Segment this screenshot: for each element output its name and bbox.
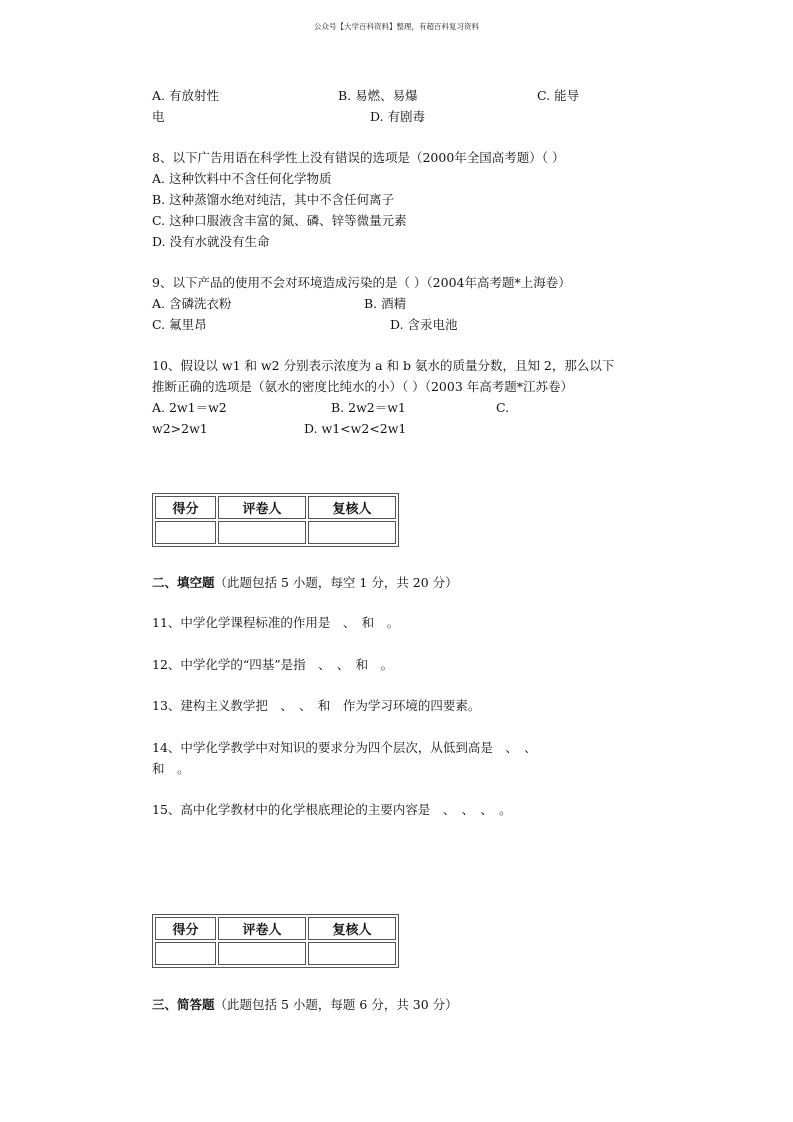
q14-line2: 和 。: [152, 761, 190, 776]
q10-option-d: D. w1<w2<2w1: [304, 421, 407, 436]
q14-line1: 14、中学化学教学中对知识的要求分为四个层次，从低到高是 、 、: [152, 740, 537, 755]
reviewer-cell[interactable]: [308, 521, 396, 544]
q9-option-a: A. 含磷洗衣粉: [152, 296, 232, 311]
grader-header: 评卷人: [218, 917, 306, 940]
q9-option-b: B. 酒精: [364, 296, 407, 311]
q10-stem-line2: 推断正确的选项是（氨水的密度比纯水的小）（ ）（2003 年高考题*江苏卷）: [152, 379, 574, 394]
q8-option-b: B. 这种蒸馏水绝对纯洁，其中不含任何离子: [152, 192, 395, 207]
q10-option-c: C.: [496, 400, 510, 415]
q10-stem-line1: 10、假设以 w1 和 w2 分别表示浓度为 a 和 b 氨水的质量分数，且知 2，那么以下: [152, 358, 615, 373]
q15: 15、高中化学教材中的化学根底理论的主要内容是 、 、 、 。: [152, 802, 512, 817]
section3-note: （此题包括 5 小题，每题 6 分，共 30 分）: [214, 997, 458, 1012]
q8-option-d: D. 没有水就没有生命: [152, 234, 270, 249]
q7-option-c-continued: 电: [152, 109, 165, 124]
section2-title: 二、填空题: [152, 575, 215, 590]
score-header: 得分: [155, 496, 216, 519]
score-cell[interactable]: [155, 521, 216, 544]
score-table-1: [152, 493, 399, 547]
q8-stem: 8、以下广告用语在科学性上没有错误的选项是（2000年全国高考题）（ ）: [152, 150, 565, 165]
q9-option-d: D. 含汞电池: [390, 317, 458, 332]
q13: 13、建构主义教学把 、 、 和 作为学习环境的四要素。: [152, 698, 481, 713]
q9-option-c: C. 氟里昂: [152, 317, 207, 332]
q10-option-b: B. 2w2＝w1: [331, 400, 406, 415]
section2-note: （此题包括 5 小题，每空 1 分，共 20 分）: [214, 575, 458, 590]
reviewer-cell[interactable]: [308, 942, 396, 965]
section2-heading: [152, 575, 458, 591]
q7-option-c: C. 能导: [537, 88, 580, 103]
page-header: 公众号【大学百科资料】整理，有超百科复习资料: [314, 22, 479, 31]
q7-option-d: D. 有剧毒: [370, 109, 426, 124]
score-table-2: [152, 914, 399, 968]
grader-header: 评卷人: [218, 496, 306, 519]
q8-option-c: C. 这种口服液含丰富的氮、磷、锌等微量元素: [152, 213, 407, 228]
q8-option-a: A. 这种饮料中不含任何化学物质: [152, 171, 332, 186]
grader-cell[interactable]: [218, 942, 306, 965]
section3-heading: [152, 997, 458, 1013]
q7-option-b: B. 易燃、易爆: [338, 88, 418, 103]
grader-cell[interactable]: [218, 521, 306, 544]
q7-option-a: A. 有放射性: [152, 88, 219, 103]
q10-option-a: A. 2w1＝w2: [152, 400, 227, 415]
q12: 12、中学化学的“四基”是指 、 、 和 。: [152, 657, 394, 672]
q9-stem: 9、以下产品的使用不会对环境造成污染的是（ ）（2004年高考题*上海卷）: [152, 275, 571, 290]
score-cell[interactable]: [155, 942, 216, 965]
q10-option-c-continued: w2>2w1: [152, 421, 208, 436]
section3-title: 三、简答题: [152, 997, 215, 1012]
score-header: 得分: [155, 917, 216, 940]
q11: 11、中学化学课程标准的作用是 、 和 。: [152, 615, 400, 630]
reviewer-header: 复核人: [308, 496, 396, 519]
reviewer-header: 复核人: [308, 917, 396, 940]
